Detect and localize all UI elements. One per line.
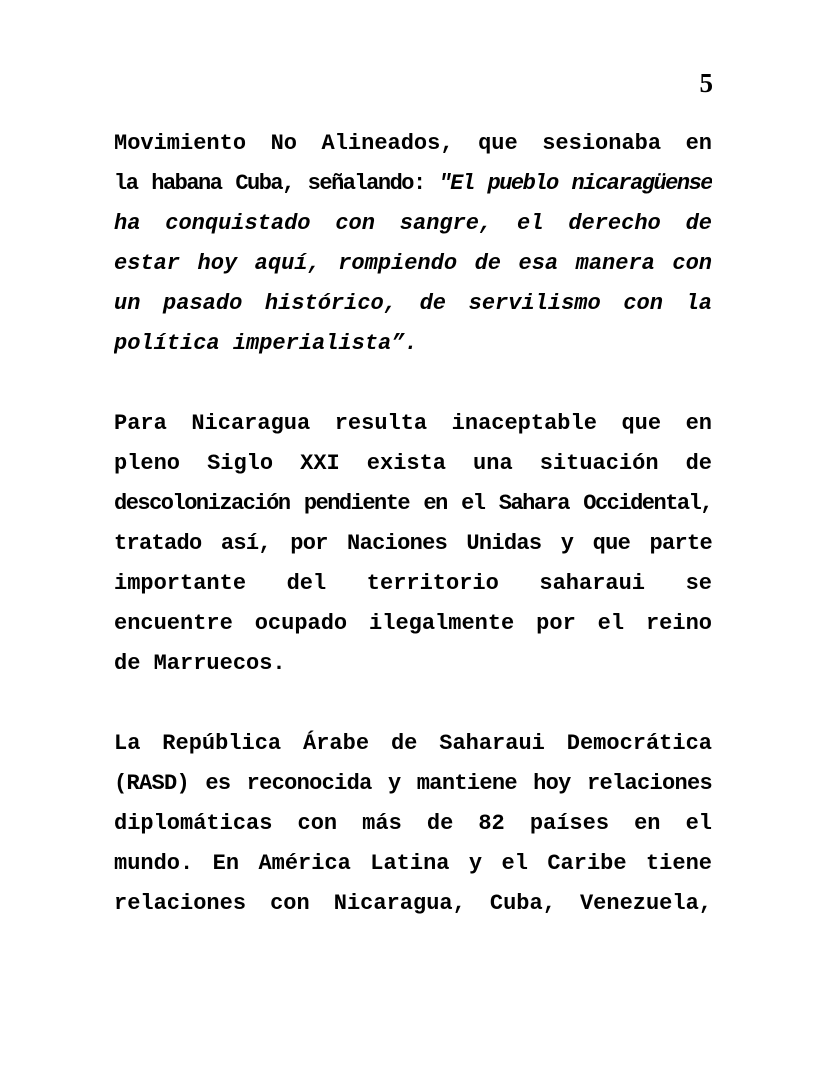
text-line — [114, 204, 712, 244]
text-segment: ha conquistado con sangre, el derecho de — [114, 211, 712, 236]
text-line — [114, 524, 712, 564]
text-segment: importante del territorio saharaui se — [114, 571, 712, 596]
text-line — [114, 444, 712, 484]
text-line — [114, 844, 712, 884]
paragraph — [114, 724, 712, 924]
text-line — [114, 484, 712, 524]
page-number: 5 — [699, 68, 713, 98]
text-line — [114, 804, 712, 844]
text-segment: de Marruecos. — [114, 651, 286, 676]
text-segment: política imperialista”. — [114, 331, 418, 356]
text-line — [114, 644, 712, 684]
text-line — [114, 884, 712, 924]
text-segment: "El pueblo nicaragüense — [438, 171, 712, 196]
text-segment: pleno Siglo XXI exista una situación de — [114, 451, 712, 476]
text-segment: descolonización pendiente en el Sahara Occidental, — [114, 491, 712, 516]
paragraph — [114, 124, 712, 364]
paragraph — [114, 404, 712, 684]
text-segment: (RASD) es reconocida y mantiene hoy relaciones — [114, 771, 712, 796]
text-segment: tratado así, por Naciones Unidas y que parte — [114, 531, 712, 556]
text-segment: Movimiento No Alineados, que sesionaba en — [114, 131, 712, 156]
text-segment: encuentre ocupado ilegalmente por el reino — [114, 611, 712, 636]
text-line — [114, 244, 712, 284]
text-segment: estar hoy aquí, rompiendo de esa manera con — [114, 251, 712, 276]
text-line — [114, 164, 712, 204]
text-segment: un pasado histórico, de servilismo con la — [114, 291, 712, 316]
text-segment: La República Árabe de Saharaui Democrática — [114, 731, 712, 756]
text-segment: relaciones con Nicaragua, Cuba, Venezuela, — [114, 891, 712, 916]
text-line — [114, 124, 712, 164]
text-line — [114, 324, 712, 364]
text-segment: Para Nicaragua resulta inaceptable que en — [114, 411, 712, 436]
text-line — [114, 724, 712, 764]
text-line — [114, 404, 712, 444]
text-line — [114, 604, 712, 644]
text-line — [114, 764, 712, 804]
text-segment: diplomáticas con más de 82 países en el — [114, 811, 712, 836]
text-segment: la habana Cuba, señalando: — [114, 171, 439, 196]
text-line — [114, 564, 712, 604]
text-segment: mundo. En América Latina y el Caribe tiene — [114, 851, 712, 876]
document-body — [114, 124, 712, 964]
text-line — [114, 284, 712, 324]
